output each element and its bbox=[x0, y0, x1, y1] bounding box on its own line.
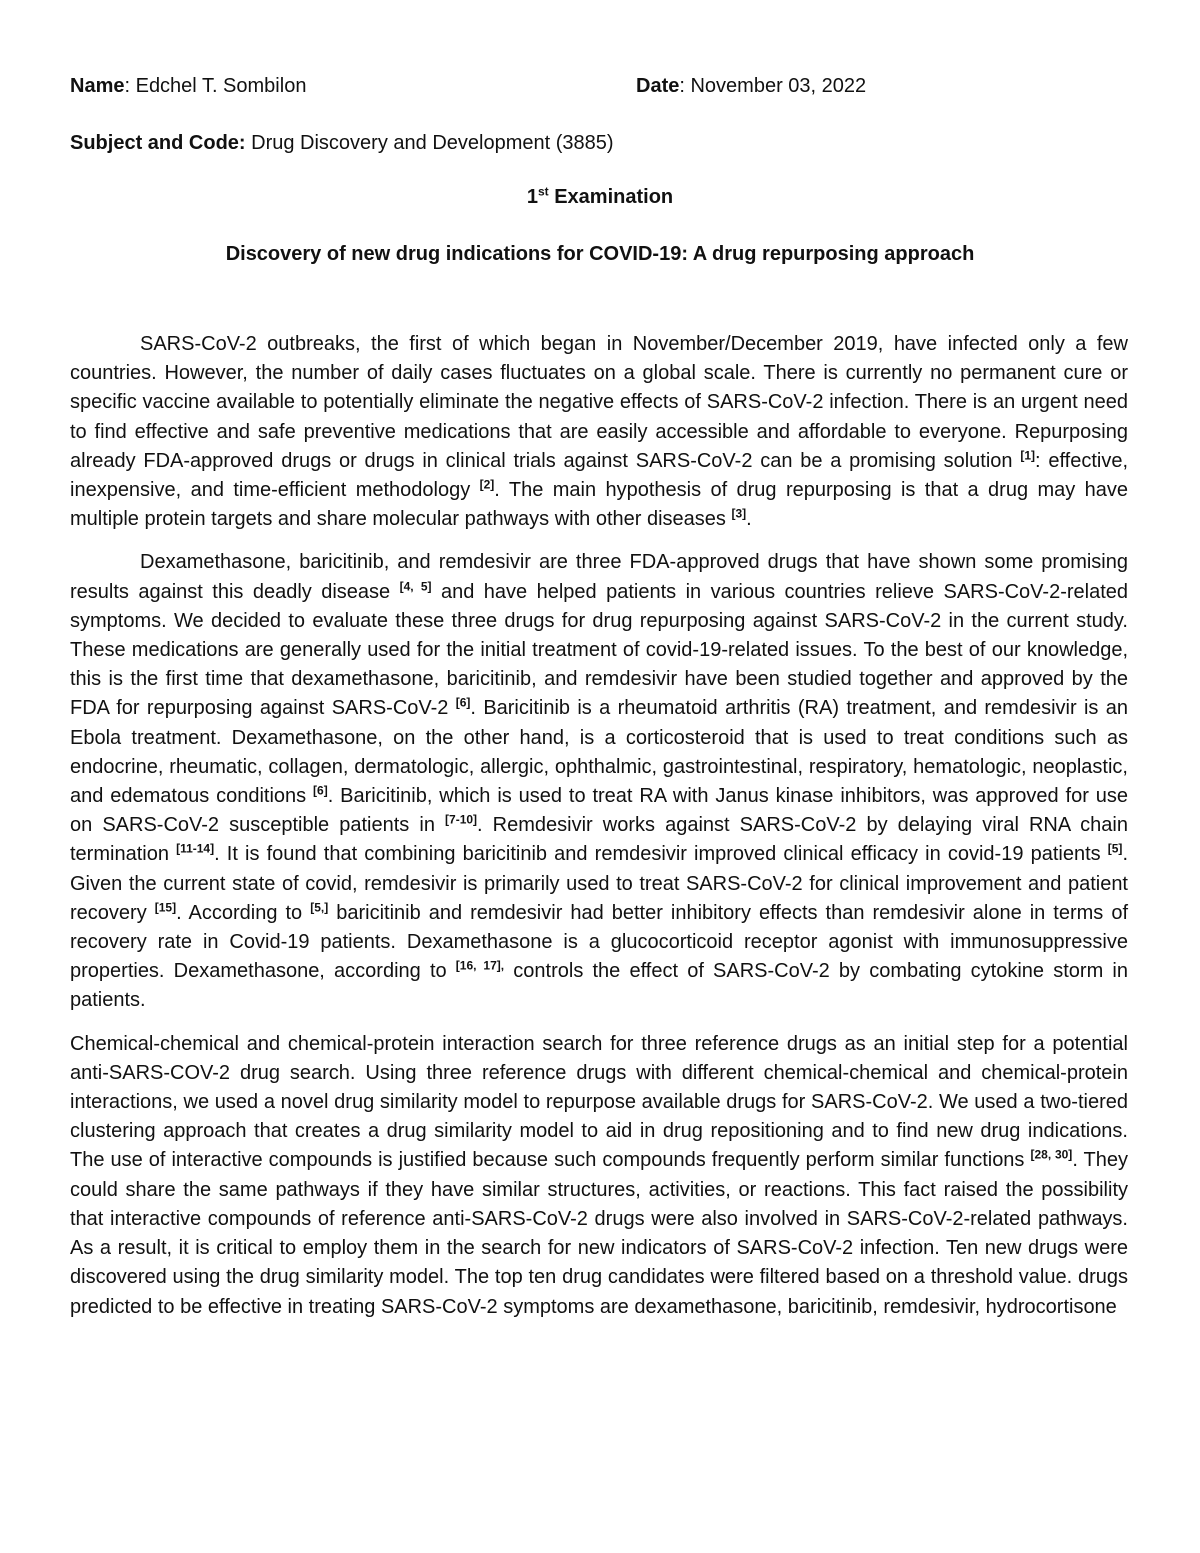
paragraph-3 bbox=[70, 1030, 1128, 1322]
p2-text-4: . Baricitinib, which is used to treat RA with Janus kinase inhibitors, was approved for use on SARS-CoV-2 susceptible patients in bbox=[70, 785, 1128, 837]
citation: [1] bbox=[1020, 448, 1035, 463]
subject-value: Drug Discovery and Development (3885) bbox=[245, 132, 614, 154]
citation: [15] bbox=[154, 900, 177, 915]
p2-text-9: baricitinib and remdesivir had better inhibitory effects than remdesivir alone in terms of recovery rate in Covid-19 patients. Dexamethasone is a glucocorticoid receptor agonist with immunosuppressive properties. Dexamethasone, according to bbox=[70, 901, 1128, 983]
citation: [6] bbox=[455, 695, 471, 710]
p2-text-2: and have helped patients in various countries relieve SARS-CoV-2-related symptoms. We decided to evaluate these three drugs for drug repurposing against SARS-CoV-2 in the current study. These medications are generally used for the initial treatment of covid-19-related issues. To the best of our knowledge, this is the first time that dexamethasone, baricitinib, and remdesivir have been studied together and approved by the FDA for repurposing against SARS-CoV-2 bbox=[70, 580, 1129, 720]
paragraph-2 bbox=[70, 548, 1128, 1015]
citation: [2] bbox=[479, 477, 495, 492]
exam-heading bbox=[0, 185, 1200, 209]
name-line bbox=[70, 74, 306, 98]
body-text bbox=[70, 330, 1128, 1336]
p2-text-6: . It is found that combining baricitinib and remdesivir improved clinical efficacy in covid-19 patients bbox=[214, 843, 1108, 866]
p2-text-8: . According to bbox=[176, 901, 311, 924]
name-label: Name bbox=[70, 75, 125, 97]
citation: [3] bbox=[731, 506, 747, 521]
date-value: : November 03, 2022 bbox=[679, 75, 867, 97]
citation: [11-14] bbox=[176, 841, 215, 856]
name-value: : Edchel T. Sombilon bbox=[124, 75, 307, 97]
p2-text-7: . Given the current state of covid, remdesivir is primarily used to treat SARS-CoV-2 for clinical improvement and patient recovery bbox=[70, 843, 1128, 924]
p1-text-3: . The main hypothesis of drug repurposing is that a drug may have multiple protein targets and share molecular pathways with other diseases bbox=[70, 479, 1128, 531]
citation: [4, 5] bbox=[399, 578, 432, 593]
exam-label: Examination bbox=[548, 186, 674, 208]
exam-ordinal-suffix: st bbox=[537, 184, 549, 199]
p3-text-2: . They could share the same pathways if they have similar structures, activities, or reactions. This fact raised the possibility that interactive compounds of reference anti-SARS-CoV-2 drugs were also involved in SARS-CoV-2-related pathways. As a result, it is critical to employ them in the search for new indicators of SARS-CoV-2 infection. Ten new drugs were discovered using the drug similarity model. The top ten drug candidates were filtered based on a threshold value. drugs predicted to be effective in treating SARS-CoV-2 symptoms are dexamethasone, baricitinib, remdesivir, hydrocortisone bbox=[70, 1149, 1129, 1318]
citation: [5,] bbox=[310, 900, 329, 915]
document-title: Discovery of new drug indications for COVID-19: A drug repurposing approach bbox=[225, 243, 975, 265]
p2-text-5: . Remdesivir works against SARS-CoV-2 by delaying viral RNA chain termination bbox=[70, 814, 1128, 866]
p2-text-10: controls the effect of SARS-CoV-2 by combating cytokine storm in patients. bbox=[70, 960, 1128, 1012]
subject-label: Subject and Code: bbox=[70, 132, 246, 154]
p2-text-3: . Baricitinib is a rheumatoid arthritis (RA) treatment, and remdesivir is an Ebola treatment. Dexamethasone, on the other hand, is a corticosteroid that is used to treat conditions such as endocrine, rheumatic, collagen, dermatologic, allergic, ophthalmic, gastrointestinal, respiratory, hematologic, neoplastic, and edematous conditions bbox=[70, 697, 1128, 808]
citation: [6] bbox=[313, 783, 328, 798]
p1-text-4: . bbox=[746, 508, 752, 531]
date-label: Date bbox=[636, 75, 680, 97]
paragraph-1 bbox=[70, 330, 1128, 534]
p1-text-2: : effective, inexpensive, and time-efficient methodology bbox=[70, 449, 1129, 502]
citation: [5] bbox=[1107, 841, 1123, 856]
citation: [16, 17], bbox=[455, 958, 505, 973]
citation: [7-10] bbox=[445, 812, 478, 827]
p1-text-1: SARS-CoV-2 outbreaks, the first of which began in November/December 2019, have infected only a few countries. However, the number of daily cases fluctuates on a global scale. There is currently no permanent cure or specific vaccine available to potentially eliminate the negative effects of SARS-CoV-2 infection. There is an urgent need to find effective and safe preventive medications that are easily accessible and affordable to everyone. Repurposing already FDA-approved drugs or drugs in clinical trials against SARS-CoV-2 can be a promising solution bbox=[70, 333, 1128, 472]
citation: [28, 30] bbox=[1030, 1147, 1073, 1162]
exam-number: 1 bbox=[526, 186, 538, 208]
p3-text-1: Chemical-chemical and chemical-protein interaction search for three reference drugs as an initial step for a potential anti-SARS-COV-2 drug search. Using three reference drugs with different chemical-chemical and chemical-protein interactions, we used a novel drug similarity model to repurpose available drugs for SARS-CoV-2. We used a two-tiered clustering approach that creates a drug similarity model to aid in drug repositioning and to find new drug indications. The use of interactive compounds is justified because such compounds frequently perform similar functions bbox=[70, 1032, 1128, 1172]
subject-line bbox=[70, 131, 614, 155]
date-line bbox=[636, 74, 866, 98]
p2-text-1: Dexamethasone, baricitinib, and remdesivir are three FDA-approved drugs that have shown some promising results against this deadly disease bbox=[70, 551, 1128, 603]
